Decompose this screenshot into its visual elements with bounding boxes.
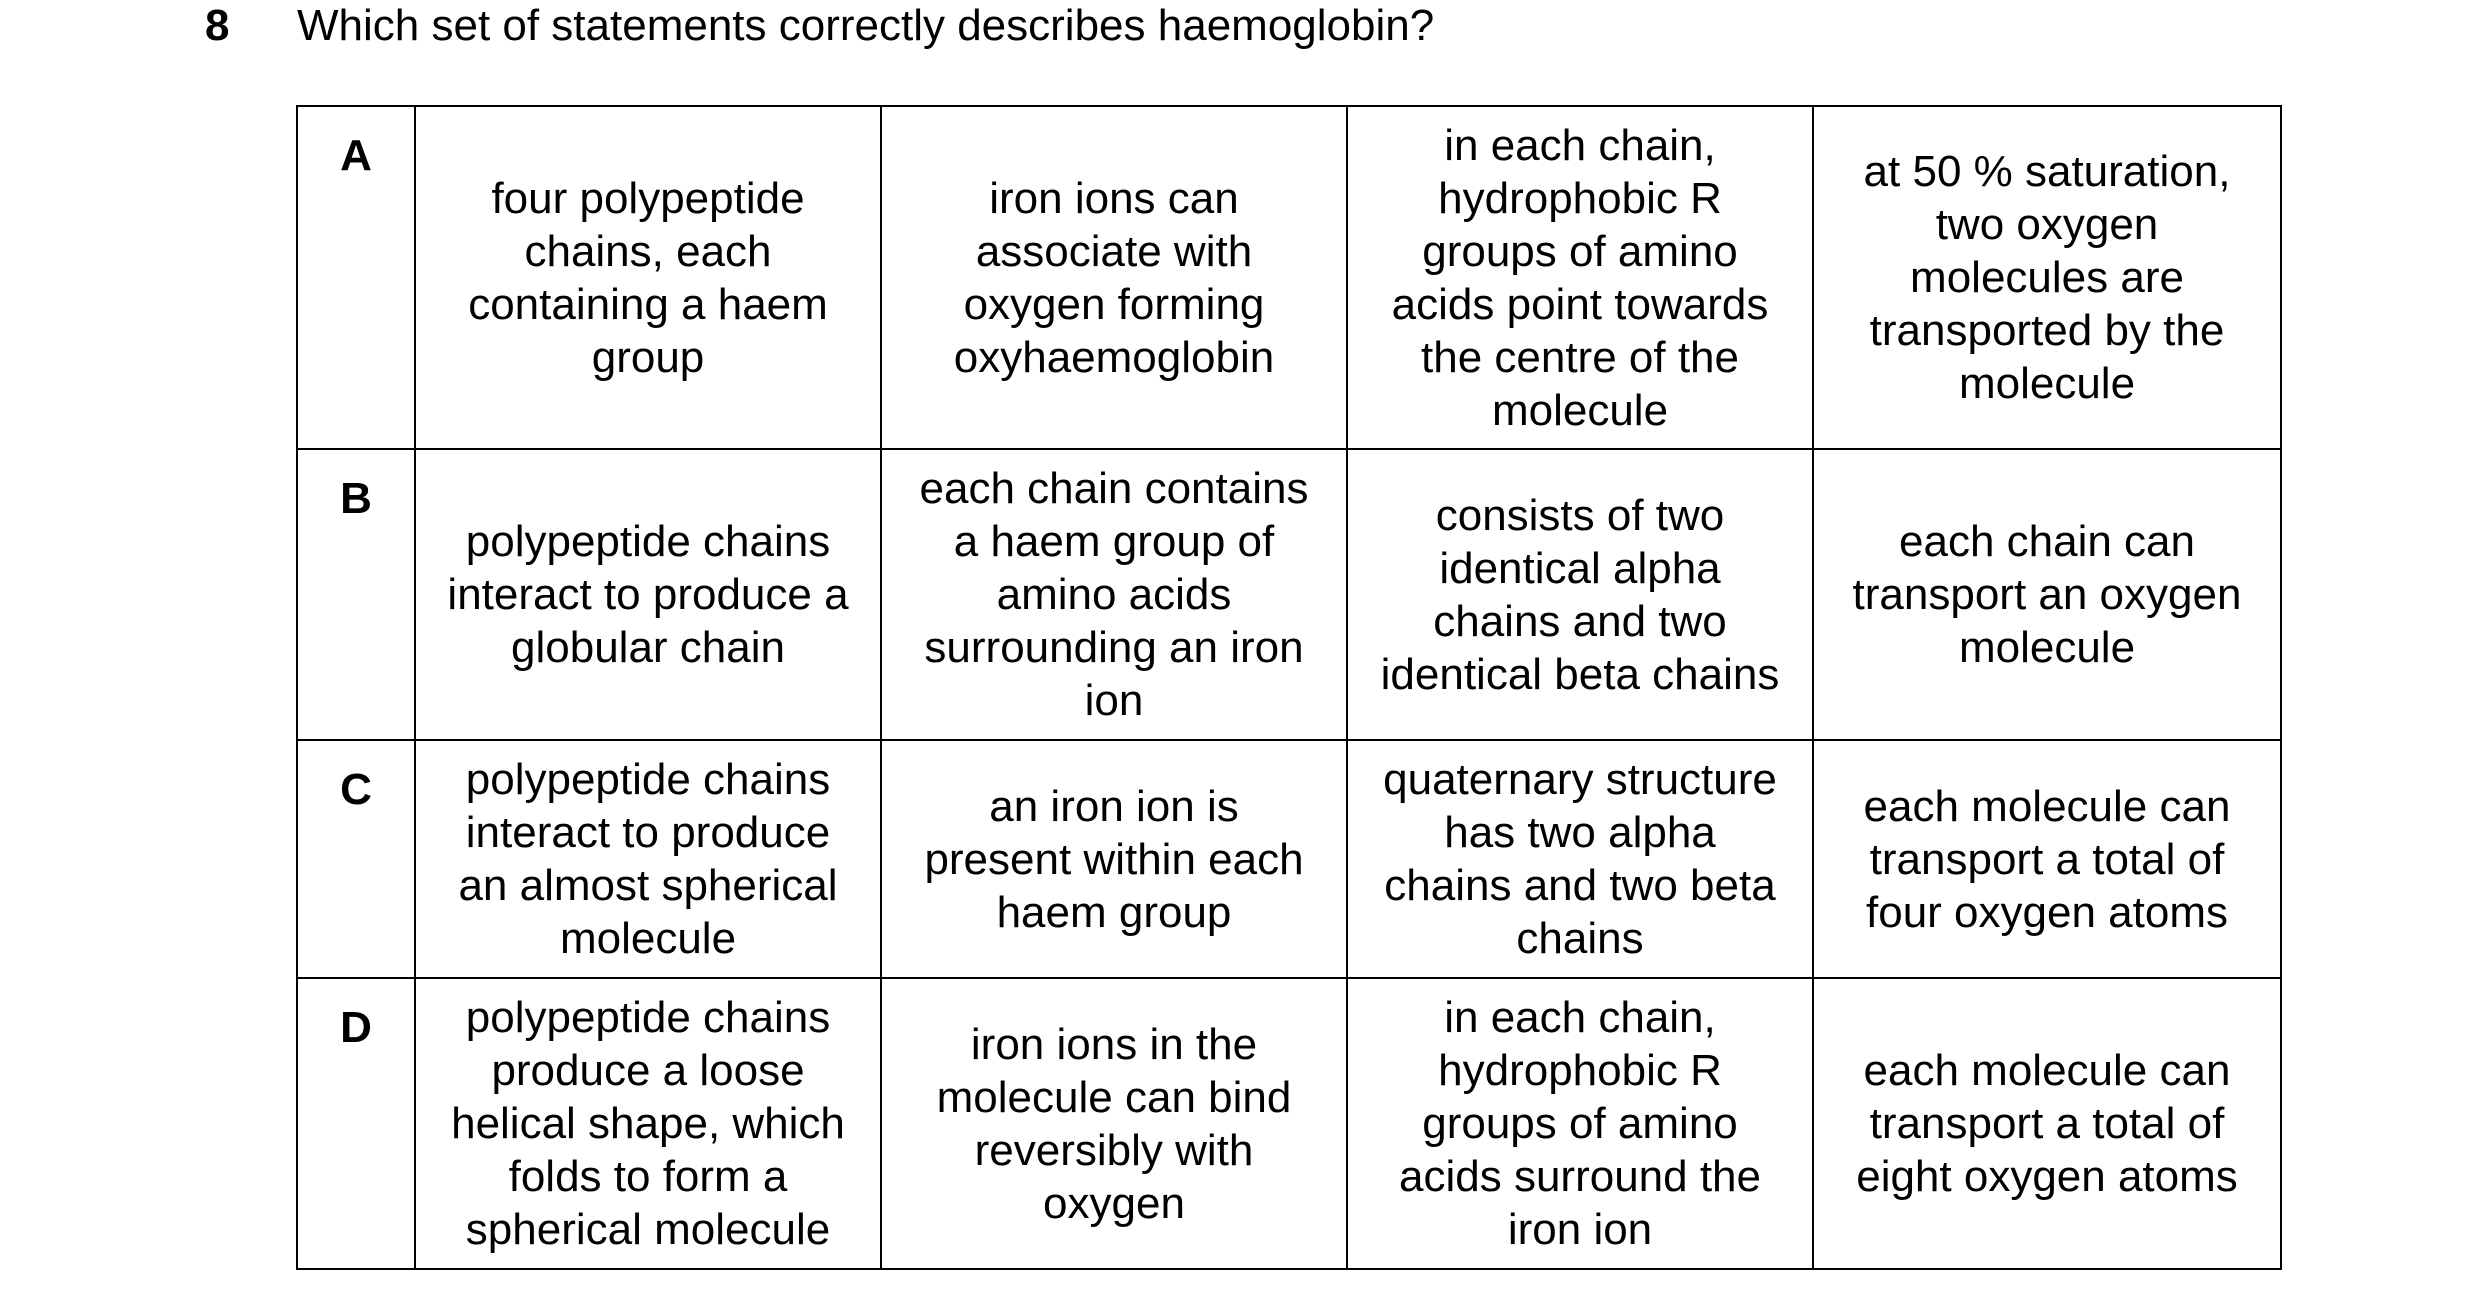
statement-text: quaternary structure has two alpha chains and two beta chains [1383, 755, 1777, 963]
option-row-b[interactable] [297, 449, 2281, 740]
option-letter: D [297, 978, 415, 1269]
statement-text: an iron ion is present within each haem group [924, 781, 1304, 937]
option-statement-cell [881, 740, 1347, 978]
statement-text: each molecule can transport a total of four oxygen atoms [1863, 781, 2231, 937]
statement-text: in each chain, hydrophobic R groups of amino acids surround the iron ion [1399, 993, 1761, 1254]
statement-text: polypeptide chains produce a loose helical shape, which folds to form a spherical molecule [451, 993, 845, 1254]
option-statement-cell [881, 449, 1347, 740]
statement-text: polypeptide chains interact to produce a globular chain [447, 517, 849, 672]
option-row-c[interactable] [297, 740, 2281, 978]
statement-text: iron ions in the molecule can bind reversibly with oxygen [936, 1019, 1292, 1228]
question-text: Which set of statements correctly describes haemoglobin? [297, 1, 1435, 50]
option-statement-cell [1813, 106, 2281, 449]
option-statement-cell [415, 449, 881, 740]
answer-options-table [296, 105, 2282, 1270]
statement-text: four polypeptide chains, each containing a haem group [468, 173, 828, 382]
question-number: 8 [205, 1, 230, 50]
option-statement-cell [415, 978, 881, 1269]
option-statement-cell [1347, 449, 1813, 740]
option-row-a[interactable] [297, 106, 2281, 449]
option-row-d[interactable] [297, 978, 2281, 1269]
option-statement-cell [1347, 978, 1813, 1269]
option-statement-cell [1347, 106, 1813, 449]
statement-text: at 50 % saturation, two oxygen molecules are transported by the molecule [1863, 147, 2231, 408]
option-statement-cell [1813, 978, 2281, 1269]
statement-text: iron ions can associate with oxygen forming oxyhaemoglobin [953, 173, 1275, 382]
option-letter: A [297, 106, 415, 449]
statement-text: each chain contains a haem group of amino acids surrounding an iron ion [919, 464, 1309, 725]
statement-text: in each chain, hydrophobic R groups of amino acids point towards the centre of the molecule [1391, 120, 1769, 435]
option-statement-cell [415, 740, 881, 978]
statement-text: consists of two identical alpha chains and two identical beta chains [1380, 490, 1780, 699]
statement-text: each chain can transport an oxygen molecule [1852, 517, 2242, 672]
option-statement-cell [1813, 449, 2281, 740]
option-statement-cell [415, 106, 881, 449]
option-statement-cell [881, 106, 1347, 449]
option-letter: C [297, 740, 415, 978]
option-letter: B [297, 449, 415, 740]
statement-text: polypeptide chains interact to produce an almost spherical molecule [458, 755, 838, 963]
option-statement-cell [1813, 740, 2281, 978]
option-statement-cell [1347, 740, 1813, 978]
option-statement-cell [881, 978, 1347, 1269]
statement-text: each molecule can transport a total of eight oxygen atoms [1856, 1046, 2238, 1201]
